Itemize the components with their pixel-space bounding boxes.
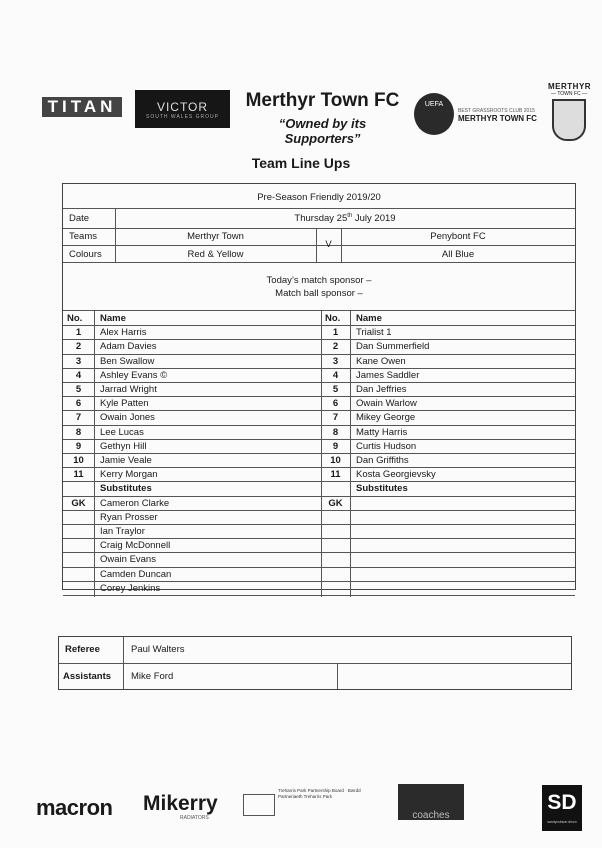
grid-hline: [63, 339, 575, 340]
match-date: [115, 213, 575, 224]
away-player-name: Owain Warlow: [356, 398, 417, 410]
grid-hline: [63, 496, 575, 497]
away-player-number: 9: [332, 440, 339, 452]
home-sub-name: Camden Duncan: [100, 568, 172, 580]
titan-logo: TITAN: [42, 97, 122, 117]
away-player-number: 3: [332, 355, 339, 367]
grid-hline: [63, 467, 575, 468]
match-date-day: Thursday 25: [294, 213, 348, 225]
mikerry-logo-sub: RADIATORS: [180, 815, 209, 821]
home-player-name: Alex Harris: [100, 327, 147, 339]
away-player-name: Mikey George: [356, 412, 416, 424]
assistants-label: Assistants: [63, 671, 112, 682]
assistant-name: Mike Ford: [131, 671, 174, 682]
victor-logo-subtext: SOUTH WALES GROUP: [146, 114, 219, 120]
grid-hline: [63, 510, 575, 511]
home-player-number: 9: [75, 440, 82, 452]
grid-hline: [63, 581, 575, 582]
away-player-number: 1: [332, 327, 339, 339]
home-player-name: Ashley Evans ©: [100, 369, 168, 381]
uefa-badge-icon: [414, 93, 454, 135]
away-subs-header: Substitutes: [356, 483, 408, 495]
teams-label: Teams: [69, 231, 97, 242]
home-gk-label: GK: [71, 497, 86, 509]
sd-logo-sub: sandyrobson dixon: [547, 820, 577, 824]
home-player-number: 3: [75, 355, 82, 367]
home-sub-name: Owain Evans: [100, 554, 156, 566]
page-title: Team Line Ups: [251, 155, 351, 171]
home-sub-name: Ryan Prosser: [100, 511, 158, 523]
home-player-number: 6: [75, 398, 82, 410]
lineup-sheet: [62, 183, 576, 594]
grid-hline: [63, 595, 575, 596]
away-player-name: Matty Harris: [356, 426, 408, 438]
away-player-name: Kosta Georgievsky: [356, 469, 436, 481]
referee-name: Paul Walters: [131, 644, 185, 655]
home-colours: Red & Yellow: [187, 249, 244, 260]
partnership-logo-text: Treharris Park Partnership Board · Bwrdd Partneriaeth Treharris Park: [278, 788, 361, 799]
colours-label: Colours: [69, 249, 102, 260]
victor-logo: [135, 90, 230, 128]
away-player-number: 2: [332, 341, 339, 353]
away-team: Penybont FC: [430, 231, 486, 242]
home-player-name: Owain Jones: [100, 412, 155, 424]
home-sub-name: Corey Jenkins: [100, 582, 161, 594]
home-player-name: Jarrad Wright: [100, 384, 157, 395]
home-player-number: 1: [75, 327, 82, 339]
coaches-logo: coaches: [398, 784, 464, 820]
home-player-name: Jamie Veale: [100, 455, 152, 466]
away-player-name: Dan Jeffries: [356, 384, 407, 395]
match-date-month: July 2019: [352, 213, 396, 225]
home-sub-name: Ian Traylor: [100, 526, 145, 537]
home-player-name: Ben Swallow: [100, 355, 155, 367]
away-colours: All Blue: [441, 249, 475, 260]
uefa-award-club: MERTHYR TOWN FC: [458, 114, 537, 123]
away-player-number: 10: [330, 455, 341, 466]
away-no-header: No.: [325, 313, 341, 324]
home-player-number: 7: [75, 412, 82, 424]
grid-hline: [63, 354, 575, 355]
crest-sub: — TOWN FC —: [551, 91, 587, 97]
home-subs-header: Substitutes: [100, 483, 152, 495]
away-player-name: James Saddler: [356, 369, 420, 381]
home-no-header: No.: [67, 313, 83, 324]
competition-label: Pre-Season Friendly 2019/20: [257, 192, 381, 203]
match-date-suffix: th: [347, 213, 353, 219]
mikerry-logo: Mikerry: [143, 792, 218, 815]
partnership-logo-icon: [243, 794, 275, 816]
grid-hline: [63, 439, 575, 440]
club-crest-logo: [548, 82, 590, 144]
grid-hline: [63, 524, 575, 525]
away-player-name: Curtis Hudson: [356, 440, 417, 452]
away-name-header: Name: [356, 313, 382, 324]
referee-label: Referee: [65, 644, 100, 655]
uefa-award-line: BEST GRASSROOTS CLUB 2015: [458, 108, 535, 114]
club-tagline: “Owned by its Supporters”: [278, 116, 367, 146]
away-player-number: 4: [332, 369, 339, 381]
home-player-number: 2: [75, 341, 82, 353]
away-player-number: 6: [332, 398, 339, 410]
versus-label: V: [325, 239, 332, 250]
away-player-number: 5: [332, 384, 339, 395]
grid-hline: [63, 410, 575, 411]
home-player-number: 8: [75, 426, 82, 438]
home-name-header: Name: [100, 313, 126, 324]
grid-hline: [63, 567, 575, 568]
grid-hline: [63, 552, 575, 553]
match-sponsor: Today’s match sponsor –: [266, 275, 372, 286]
home-player-name: Adam Davies: [100, 341, 157, 353]
uefa-badge-text: UEFA: [424, 101, 444, 108]
away-player-name: Trialist 1: [356, 327, 392, 339]
club-title-block: [240, 90, 405, 146]
home-player-number: 10: [73, 455, 84, 466]
grid-hline: [63, 538, 575, 539]
home-player-number: 11: [73, 469, 84, 481]
home-player-number: 5: [75, 384, 82, 395]
home-player-name: Lee Lucas: [100, 426, 144, 438]
grid-hline: [63, 481, 575, 482]
away-player-number: 7: [332, 412, 339, 424]
away-gk-label: GK: [328, 497, 343, 509]
crest-shield-icon: [552, 99, 586, 141]
home-player-number: 4: [75, 369, 82, 381]
home-sub-name: Craig McDonnell: [100, 540, 171, 552]
officials-box: [58, 636, 572, 690]
club-name: Merthyr Town FC: [245, 90, 400, 111]
uefa-award: [458, 108, 543, 123]
sd-logo: SD: [542, 785, 582, 831]
home-team: Merthyr Town: [187, 231, 244, 242]
crest-name: MERTHYR: [548, 82, 592, 91]
date-label: Date: [69, 213, 90, 224]
grid-hline: [63, 396, 575, 397]
home-player-name: Kyle Patten: [100, 398, 149, 410]
away-player-number: 11: [330, 469, 341, 481]
grid-hline: [63, 425, 575, 426]
away-player-number: 8: [332, 426, 339, 438]
macron-logo: macron: [36, 795, 113, 820]
home-player-name: Gethyn Hill: [100, 440, 147, 452]
home-sub-name: Cameron Clarke: [100, 497, 170, 509]
ball-sponsor: Match ball sponsor –: [275, 288, 363, 299]
grid-hline: [63, 325, 575, 326]
away-player-name: Kane Owen: [356, 355, 406, 367]
victor-logo-text: VICTOR: [156, 100, 209, 114]
away-player-name: Dan Griffiths: [356, 455, 409, 466]
away-player-name: Dan Summerfield: [356, 341, 430, 353]
grid-hline: [63, 453, 575, 454]
grid-hline: [63, 382, 575, 383]
grid-hline: [63, 368, 575, 369]
home-player-name: Kerry Morgan: [100, 469, 158, 481]
